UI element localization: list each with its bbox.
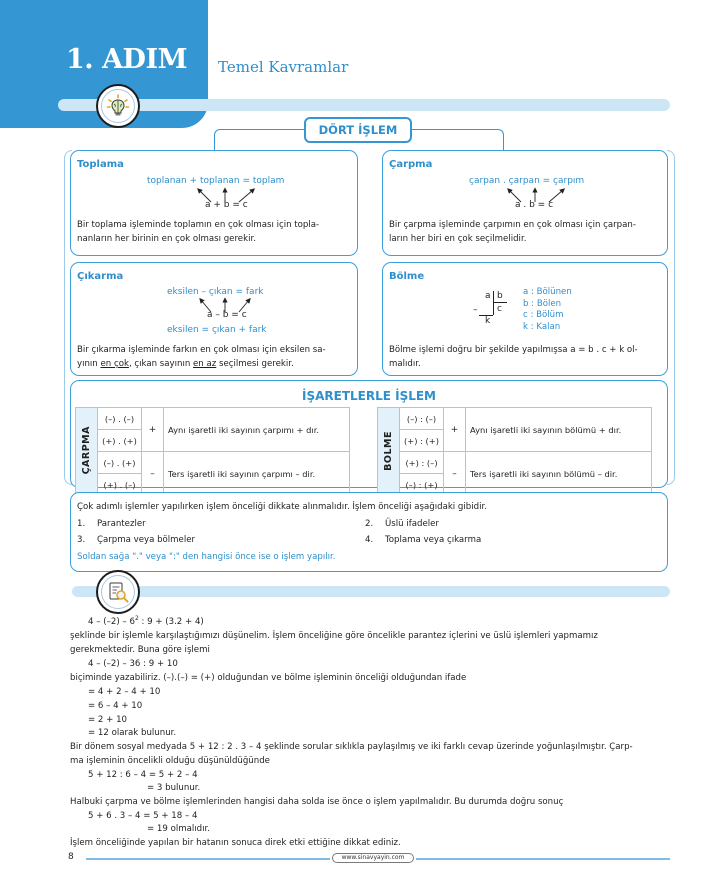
oncelik-num: 1.: [77, 519, 86, 529]
oncelik-text: Üslü ifadeler: [385, 519, 439, 529]
oncelik-num: 2.: [365, 519, 374, 529]
toplama-text-1: Bir toplama işleminde toplamın en çok olması için topla-: [77, 220, 320, 230]
expression-part-2: : 9 + (3.2 + 4): [138, 616, 204, 627]
legend-bolen: b : Bölen: [523, 298, 562, 309]
correct-calculation-1: 5 + 6 . 3 – 4 = 5 + 18 – 4: [88, 811, 198, 821]
carpma-text-1: Bir çarpma işleminde çarpımın en çok olması için çarpan-: [389, 220, 636, 230]
cikarma-formula: a – b = c: [207, 310, 247, 320]
bolme-pair: (+) : (–): [400, 452, 444, 474]
division-dividend: a: [485, 291, 491, 301]
oncelik-item-2: [365, 519, 439, 529]
page-number: 8: [68, 852, 74, 862]
bolme-minus-sign: –: [444, 452, 466, 496]
oncelik-text: Çarpma veya bölmeler: [97, 535, 196, 545]
carpma-title: Çarpma: [389, 159, 433, 170]
oncelik-item-1: [77, 519, 146, 529]
bolme-title: Bölme: [389, 271, 425, 282]
toplama-title: Toplama: [77, 159, 124, 170]
example-paragraph-4: Halbuki çarpma ve bölme işlemlerinden hangisi daha solda ise önce o işlem yapılmalıdır. Bu durumda doğru sonuç: [70, 797, 564, 807]
bolme-text-1: Bölme işlemi doğru bir şekilde yapılmışsa a = b . c + k ol-: [389, 345, 638, 355]
bolme-pair: (–) : (+): [400, 474, 444, 496]
carpma-same-rule: Aynı işaretli iki sayının çarpımı + dır.: [164, 408, 350, 452]
oncelik-item-3: [77, 535, 195, 545]
bolme-sign-table: [377, 407, 652, 496]
cikarma-title: Çıkarma: [77, 271, 124, 282]
cikarma-formula-alt: eksilen = çıkan + fark: [167, 325, 267, 335]
example-expression-2: 4 – (–2) – 36 : 9 + 10: [88, 659, 178, 669]
example-step-3: = 2 + 10: [88, 715, 127, 725]
bolme-vertical-label: BÖLME: [383, 430, 394, 471]
example-step-2: = 6 – 4 + 10: [88, 701, 143, 711]
example-paragraph-2: biçiminde yazabiliriz. (–).(–) = (+) olduğundan ve bölme işleminin önceliği olduğundan ifade: [70, 673, 467, 683]
top-divider-bar: [58, 99, 670, 111]
brain-badge: [96, 84, 140, 128]
division-quotient: c: [497, 304, 502, 314]
bolme-text-2: malıdır.: [389, 359, 421, 369]
legend-bolum: c : Bölüm: [523, 310, 564, 320]
example-step-4: = 12 olarak bulunur.: [88, 728, 177, 738]
example-expression: [88, 615, 204, 627]
carpma-pair: (+) . (+): [98, 430, 142, 452]
oncelik-text: Toplama veya çıkarma: [385, 535, 482, 545]
expression-exponent: 2: [134, 615, 139, 622]
carpma-box: [382, 150, 668, 256]
carpma-pair: (+) . (–): [98, 474, 142, 496]
example-divider-bar: [72, 586, 670, 597]
carpma-pair: (–) . (+): [98, 452, 142, 474]
correct-calculation-2: = 19 olmalıdır.: [147, 824, 210, 834]
legend-kalan: k : Kalan: [523, 321, 561, 332]
oncelik-num: 3.: [77, 535, 86, 545]
legend-bolunen: a : Bölünen: [523, 287, 572, 297]
cikarma-box: [70, 262, 358, 376]
page-subtitle: Temel Kavramlar: [218, 58, 349, 76]
cikarma-text-2e: seçilmesi gerekir.: [216, 359, 294, 369]
oncelik-intro: Çok adımlı işlemler yapılırken işlem önceliği dikkate alınmalıdır. İşlem önceliği aşağıdaki gibidir.: [77, 502, 487, 512]
footer-website: www.sinavyayin.com: [332, 853, 414, 863]
islem-onceligi-box: [70, 492, 668, 572]
cikarma-text-2d: en az: [193, 359, 217, 369]
carpma-diff-rule: Ters işaretli iki sayının çarpımı – dir.: [164, 452, 350, 496]
cikarma-text-2: [77, 357, 351, 371]
example-step-1: = 4 + 2 – 4 + 10: [88, 687, 161, 697]
carpma-minus-sign: –: [142, 452, 164, 496]
wrong-calculation-1: 5 + 12 : 6 – 4 = 5 + 2 – 4: [88, 770, 198, 780]
carpma-sign-table: [75, 407, 350, 496]
footer-line-right: [416, 858, 670, 860]
bolme-pair: (+) : (+): [400, 430, 444, 452]
wrong-calculation-2: = 3 bulunur.: [147, 783, 201, 793]
example-paragraph-3b: ma işleminin öncelikli olduğu düşünüldüğünde: [70, 756, 270, 766]
carpma-vertical-label: ÇARPMA: [81, 426, 92, 475]
cikarma-text-2a: yının: [77, 359, 101, 369]
long-division: [475, 289, 515, 329]
oncelik-num: 4.: [365, 535, 374, 545]
footer-line-left: [86, 858, 330, 860]
dort-islem-title: DÖRT İŞLEM: [304, 117, 412, 143]
step-title: 1. ADIM: [66, 44, 187, 75]
carpma-formula-words: çarpan . çarpan = çarpım: [469, 176, 585, 186]
example-paragraph-5: İşlem önceliğinde yapılan bir hatanın sonuca direk etki ettiğine dikkat ediniz.: [70, 838, 401, 848]
cikarma-formula-words: eksilen – çıkan = fark: [167, 287, 264, 297]
oncelik-item-4: [365, 535, 481, 545]
division-minus: –: [473, 305, 478, 315]
cikarma-text-1: Bir çıkarma işleminde farkın en çok olması için eksilen sa-: [77, 345, 326, 355]
cikarma-text-2b: en çok: [100, 359, 129, 369]
example-paragraph-1b: gerekmektedir. Buna göre işlemi: [70, 645, 210, 655]
isaretler-box: [70, 380, 668, 488]
bolme-box: [382, 262, 668, 376]
carpma-pair: (–) . (–): [98, 408, 142, 430]
bolme-pair: (–) : (–): [400, 408, 444, 430]
toplama-formula-words: toplanan + toplanan = toplam: [147, 176, 285, 186]
division-divisor: b: [497, 291, 503, 301]
expression-part-1: 4 – (–2) – 6: [88, 616, 135, 627]
side-connector-right: [667, 150, 675, 485]
isaretler-title: İŞARETLERLE İŞLEM: [301, 389, 436, 403]
toplama-text-2: nanların her birinin en çok olması gerekir.: [77, 234, 256, 244]
division-remainder: k: [485, 316, 491, 326]
bolme-same-rule: Aynı işaretli iki sayının bölümü + dır.: [466, 408, 652, 452]
bolme-legend: [523, 287, 572, 333]
oncelik-text: Parantezler: [97, 519, 146, 529]
magnifier-document-icon: [106, 580, 130, 604]
bolme-diff-rule: Ters işaretli iki sayının bölümü – dir.: [466, 452, 652, 496]
toplama-box: [70, 150, 358, 256]
toplama-formula: a + b = c: [205, 200, 248, 210]
oncelik-note: Soldan sağa "." veya ":" den hangisi önce ise o işlem yapılır.: [77, 552, 336, 562]
cikarma-text-2c: , çıkan sayının: [128, 359, 194, 369]
magnifier-badge: [96, 570, 140, 614]
bolme-plus-sign: +: [444, 408, 466, 452]
carpma-plus-sign: +: [142, 408, 164, 452]
example-paragraph-1a: şeklinde bir işlemle karşılaştığımızı düşünelim. İşlem önceliğine göre öncelikle parantez içlerini ve üslü işlemleri yapmamız: [70, 631, 598, 641]
carpma-text-2: ların her biri en çok seçilmelidir.: [389, 234, 527, 244]
example-paragraph-3a: Bir dönem sosyal medyada 5 + 12 : 2 . 3 – 4 şeklinde sorular sıklıkla paylaşılmış ve iki farklı cevap üzerinde yoğunlaşılmıştır. Çarp-: [70, 742, 633, 752]
brain-icon: [106, 94, 130, 118]
carpma-formula: a . b = c: [515, 200, 554, 210]
